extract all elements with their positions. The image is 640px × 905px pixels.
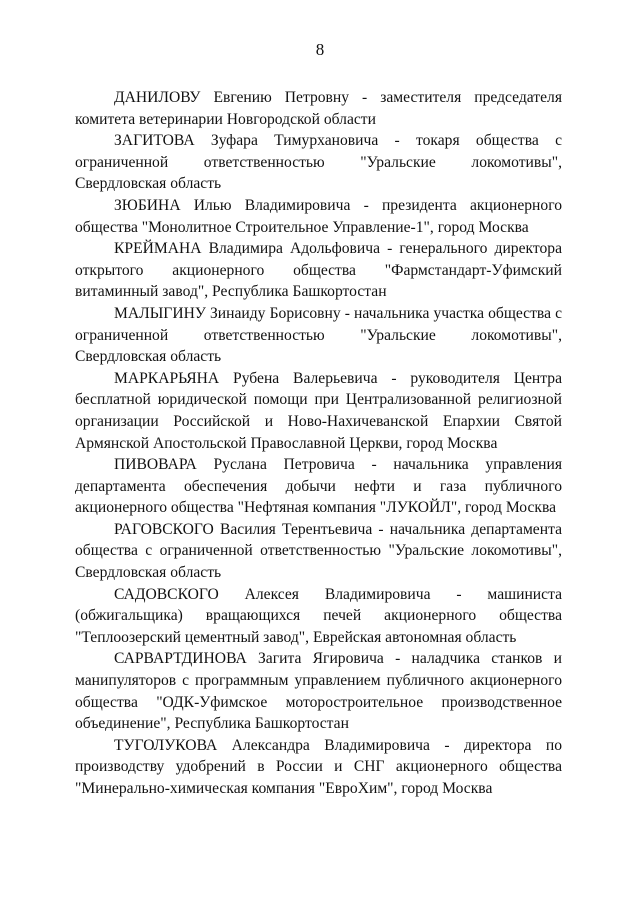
entry-surname: МАРКАРЬЯНА [114, 369, 220, 387]
entry-text: Евгению Петровну - заместителя председателя комитета ветеринарии Новгородской области [75, 89, 563, 128]
entry-text: Руслана Петровича - начальника управления департамента обеспечения добычи нефти и газа публичного акционерного общества "Нефтяная компания "ЛУКОЙЛ", город Москва [75, 456, 562, 517]
entry-surname: ЗАГИТОВА [114, 132, 195, 150]
entry-text: Александра Владимировича - директора по производству удобрений в России и СНГ акционерного общества "Минерально-химическая компания "ЕвроХим", город Москва [75, 736, 562, 797]
entry-text: Владимира Адольфовича - генерального директора открытого акционерного общества "Фармстандарт-Уфимский витаминный завод", Республика Башкортостан [75, 240, 562, 301]
list-entry [75, 195, 562, 238]
entry-text: Зинаиду Борисовну - начальника участка общества с ограниченной ответственностью "Уральские локомотивы", Свердловская область [75, 304, 562, 366]
entry-surname: РАГОВСКОГО [114, 520, 214, 538]
entry-text: Зуфара Тимурхановича - токаря общества с ограниченной ответственностью "Уральские локомотивы", Свердловская область [75, 132, 563, 193]
list-entry [75, 519, 562, 584]
entry-surname: МАЛЫГИНУ [114, 304, 206, 322]
entry-surname: САДОВСКОГО [114, 585, 219, 603]
entry-surname: ТУГОЛУКОВА [114, 736, 218, 754]
list-entry [75, 584, 562, 649]
entry-text: Илью Владимировича - президента акционерного общества "Монолитное Строительное Управление-1", город Москва [75, 196, 562, 236]
entry-text: Василия Терентьевича - начальника департамента общества с ограниченной ответственностью "Уральские локомотивы", Свердловская область [75, 520, 563, 582]
list-entry [75, 238, 562, 303]
entry-text: Загита Ягировича - наладчика станков и манипуляторов с программным управлением публичного акционерного общества "ОДК-Уфимское моторостроительное производственное объединение", Республика Башкортостан [75, 650, 562, 733]
entry-surname: ДАНИЛОВУ [114, 89, 201, 106]
entry-surname: САРВАРТДИНОВА [114, 650, 247, 668]
entry-surname: КРЕЙМАНА [114, 240, 202, 258]
entry-text: Алексея Владимировича - машиниста (обжигальщика) вращающихся печей акционерного общества "Теплоозерский цементный завод", Еврейская автономная область [75, 585, 562, 646]
entry-surname: ЗЮБИНА [114, 196, 181, 214]
list-entry [75, 735, 562, 800]
list-entry [75, 303, 562, 368]
list-entry [75, 454, 562, 519]
list-entry [75, 130, 562, 195]
page-number: 8 [315, 40, 325, 59]
list-entry [75, 87, 562, 130]
entry-surname: ПИВОВАРА [114, 456, 197, 474]
list-entry [75, 648, 562, 734]
award-list [75, 87, 562, 800]
list-entry [75, 368, 562, 454]
entry-text: Рубена Валерьевича - руководителя Центра бесплатной юридической помощи при Централизованной религиозной организации Российской и Ново-Нахичеванской Епархии Святой Армянской Апостольской Православной Церкви, город Москва [75, 369, 562, 452]
